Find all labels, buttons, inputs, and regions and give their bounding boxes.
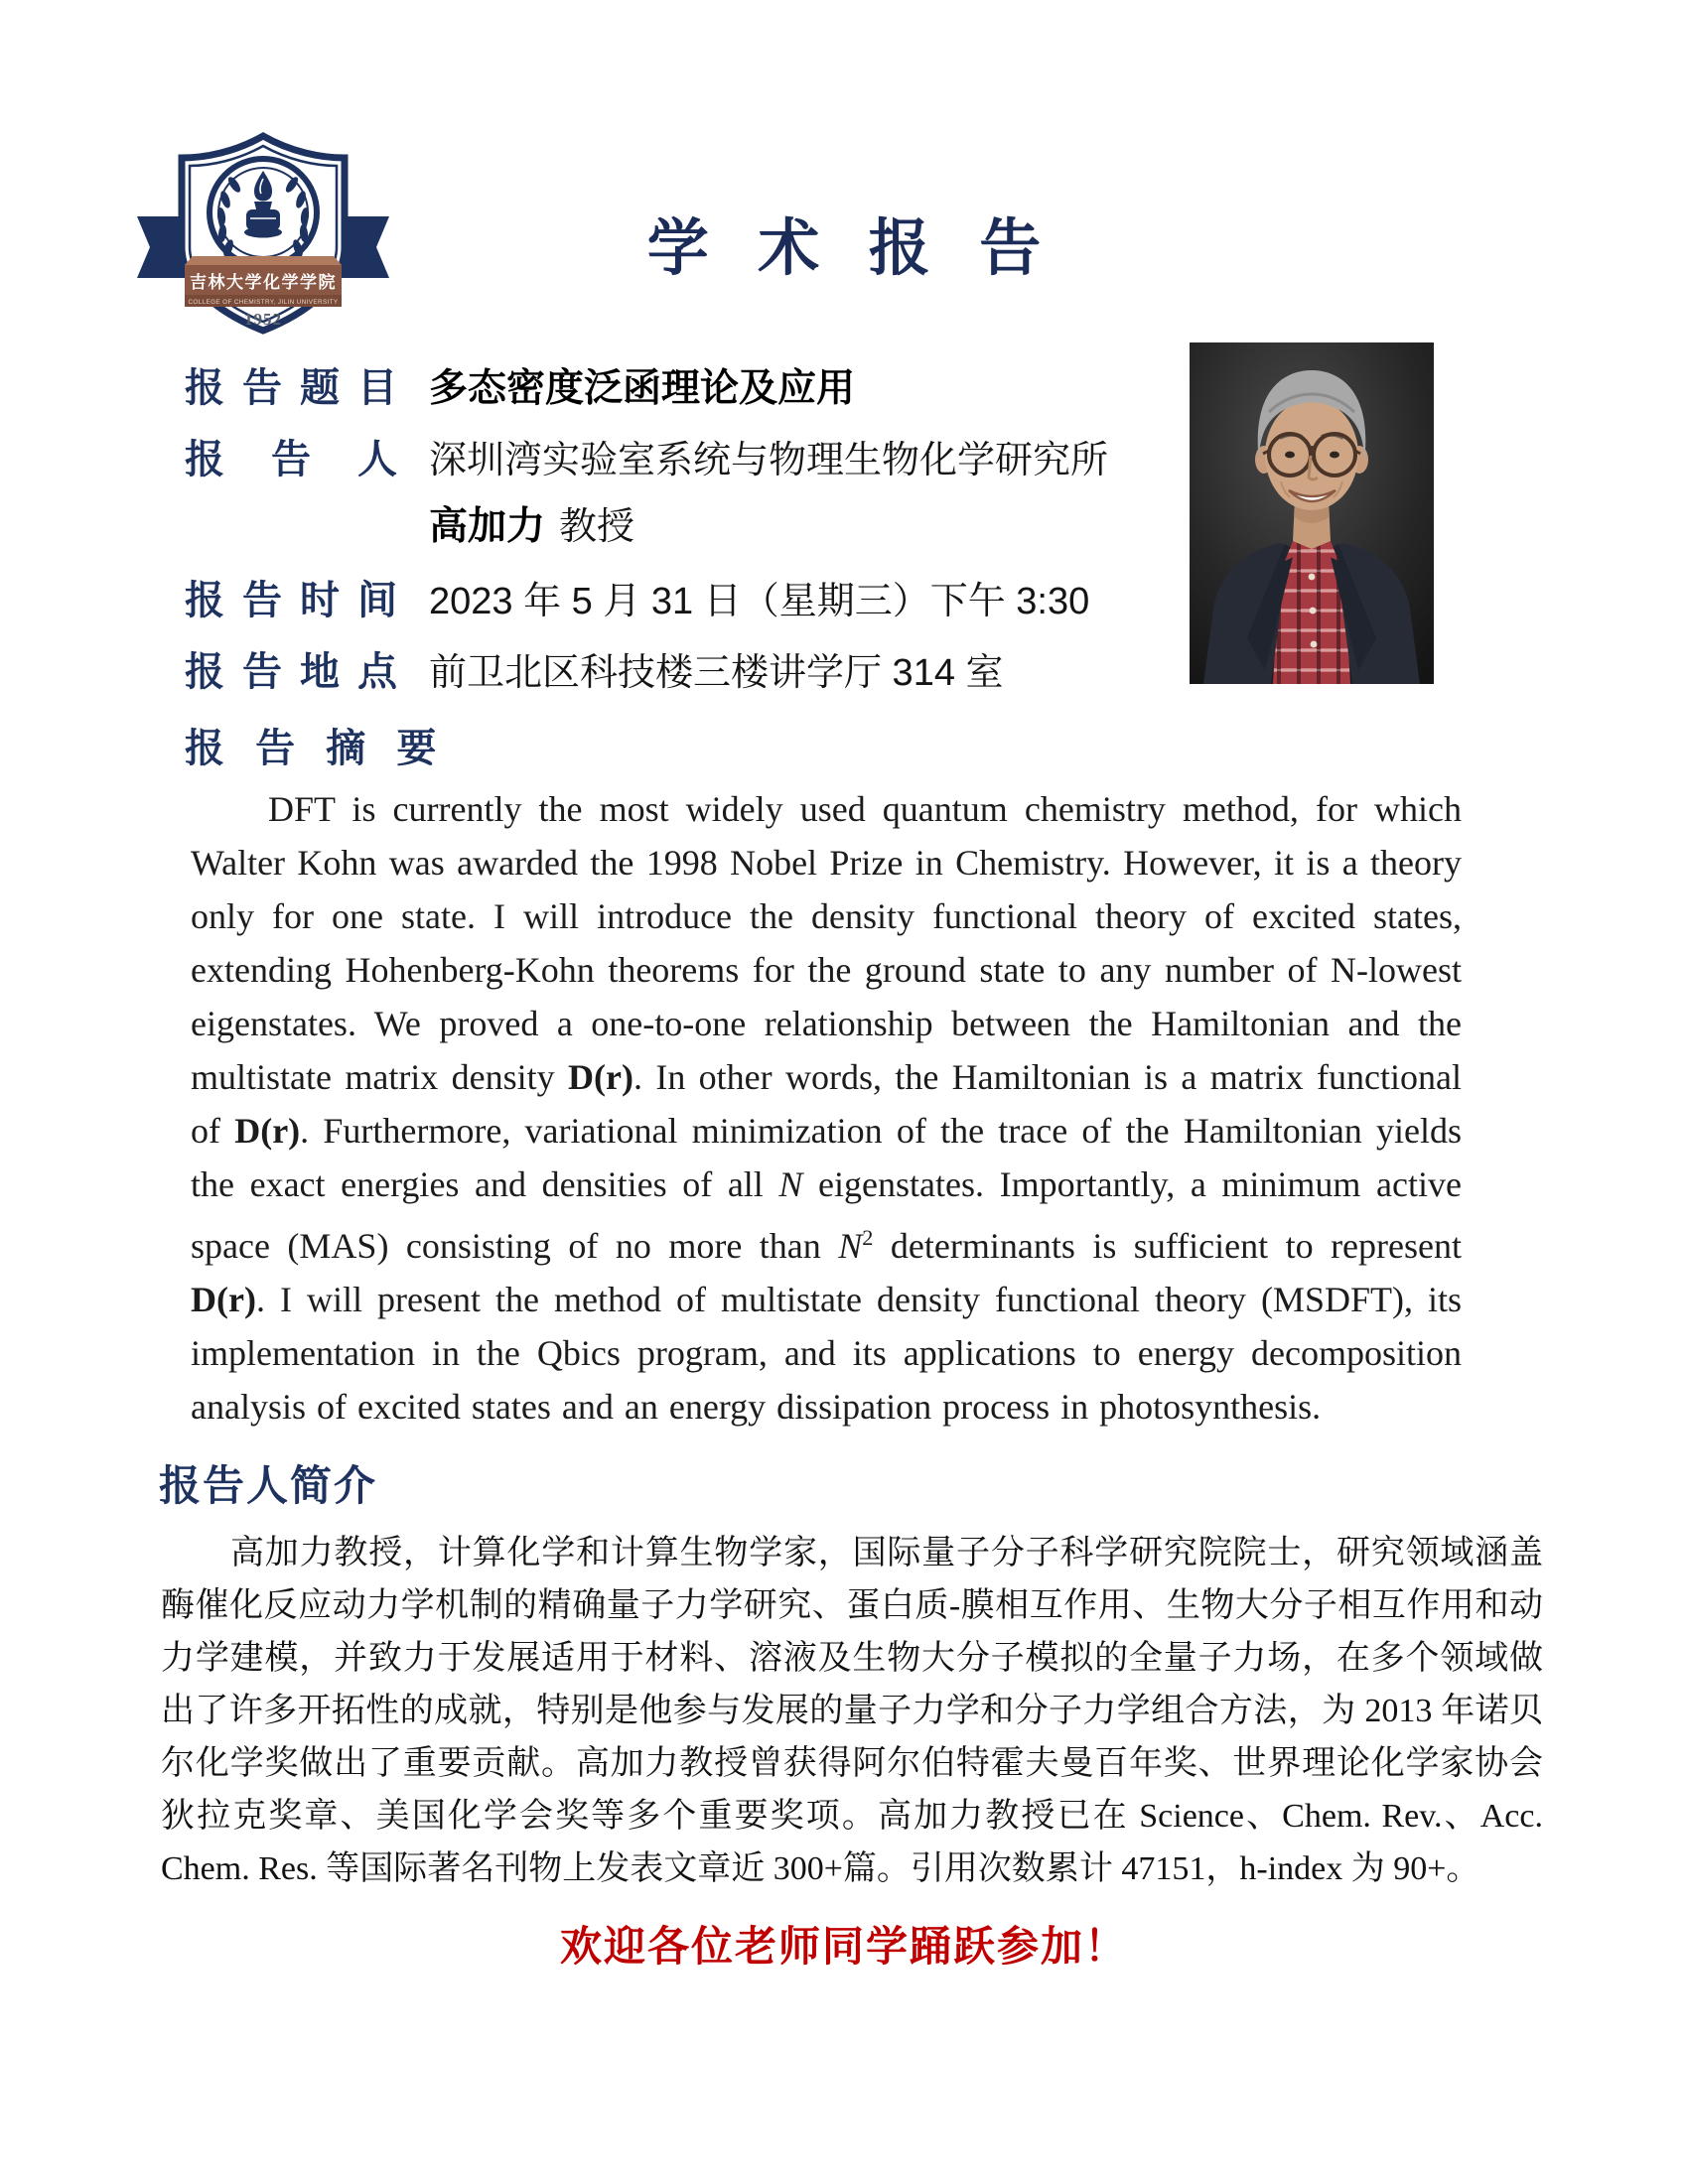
logo-college-name-en: COLLEGE OF CHEMISTRY, JILIN UNIVERSITY bbox=[188, 299, 339, 306]
field-label-speaker: 报 告 人 bbox=[185, 438, 397, 481]
field-row-speaker bbox=[185, 435, 1108, 485]
field-value-time: 2023 年 5 月 31 日（星期三）下午 3:30 bbox=[429, 581, 1090, 622]
field-label-venue: 报 告 地 点 bbox=[185, 650, 397, 694]
logo-year: 1952 bbox=[244, 310, 282, 329]
abstract-heading: 报 告 摘 要 bbox=[185, 727, 447, 770]
field-value-speaker-name-line bbox=[429, 502, 634, 552]
speaker-photo bbox=[1190, 342, 1434, 684]
page-title: 学 术 报 告 bbox=[646, 215, 1058, 283]
field-row-time bbox=[185, 576, 1089, 626]
field-value-speaker-affiliation: 深圳湾实验室系统与物理生物化学研究所 bbox=[429, 440, 1109, 481]
field-value-venue: 前卫北区科技楼三楼讲学厅 314 室 bbox=[429, 652, 1004, 694]
field-value-title: 多态密度泛函理论及应用 bbox=[429, 367, 856, 410]
welcome-text: 欢迎各位老师同学踊跃参加！ bbox=[559, 1923, 1128, 1970]
field-label-title: 报 告 题 目 bbox=[185, 366, 397, 410]
bio-heading: 报告人简介 bbox=[159, 1462, 378, 1509]
field-row-venue bbox=[185, 647, 1004, 698]
field-label-time: 报 告 时 间 bbox=[185, 579, 397, 622]
speaker-title: 教授 bbox=[559, 506, 635, 548]
logo-college-name-cn: 吉林大学化学学院 bbox=[190, 273, 337, 292]
bio-paragraph: 高加力教授，计算化学和计算生物学家，国际量子分子科学研究院院士，研究领域涵盖酶催化反应动力学机制的精确量子力学研究、蛋白质-膜相互作用、生物大分子相互作用和动力学建模，并致力于发展适用于材料、溶液及生物大分子模拟的全量子力场，在多个领域做出了许多开拓性的成就，特别是他参与发展的量子力学和分子力学组合方法，为 2013 年诺贝尔化学奖做出了重要贡献。高加力教授曾获得阿尔伯特霍夫曼百年奖、世界理论化学家协会狄拉克奖章、美国化学会奖等多个重要奖项。高加力教授已在 Science、Chem. Rev.、Acc. Chem. Res. 等国际著名刊物上发表文章近 300+篇。引用次数累计 47151，h-index 为 90+。 bbox=[161, 1535, 1543, 1887]
speaker-name: 高加力 bbox=[429, 505, 546, 548]
field-row-title bbox=[185, 363, 855, 414]
abstract-paragraph: DFT is currently the most widely used quantum chemistry method, for which Walter Kohn was awarded the 1998 Nobel Prize in Chemistry. However, it is a theory only for one state. I will introduce the density functional theory of excited states, extending Hohenberg-Kohn theorems for the ground state to any number of N-lowest eigenstates. We proved a one-to-one relationship between the Hamiltonian and the multistate matrix density D(r). In other words, the Hamiltonian is a matrix functional of D(r). Furthermore, variational minimization of the trace of the Hamiltonian yields the exact energies and densities of all N eigenstates. Importantly, a minimum active space (MAS) consisting of no more than $N^2$ determinants is sufficient to represent D(r). I will present the method of multistate density functional theory (MSDFT), its implementation in the Qbics program, and its applications to energy decomposition analysis of excited states and an energy dissipation process in photosynthesis. bbox=[191, 789, 1463, 1427]
speaker-portrait-image bbox=[1190, 342, 1434, 684]
